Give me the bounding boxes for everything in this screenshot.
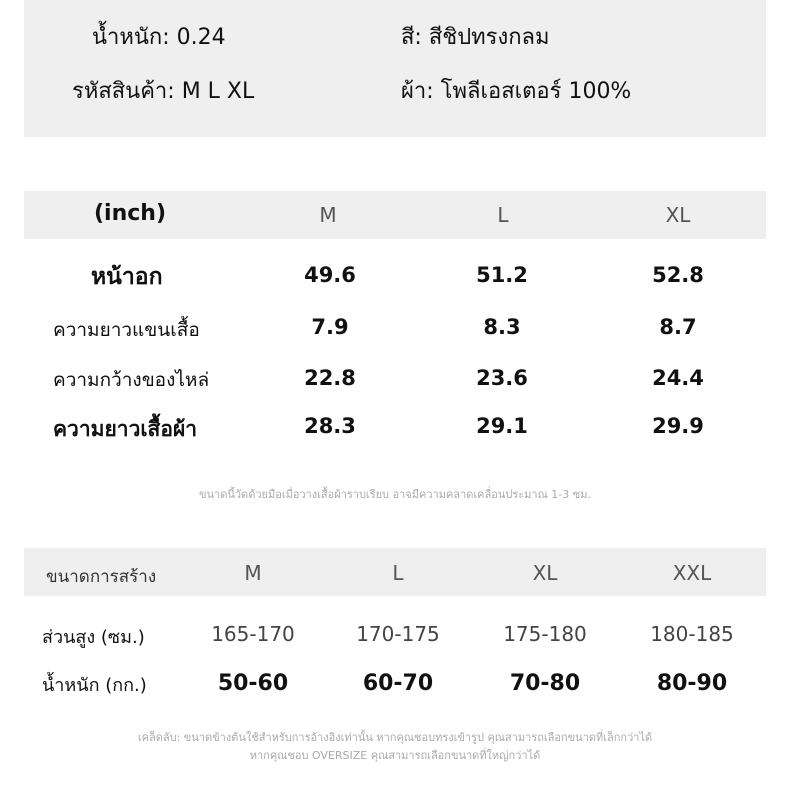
table-cell: 175-180 [503,622,587,646]
table-cell: 29.9 [652,414,704,438]
build-col-xl: XL [532,561,558,585]
table-cell: 165-170 [211,622,295,646]
build-col-l: L [392,561,404,585]
build-col-m: M [244,561,262,585]
size-table-unit: (inch) [93,201,166,226]
table-cell: 170-175 [356,622,440,646]
color-info [401,19,550,54]
row-label-weight: น้ำหนัก (กก.) [42,675,147,696]
table-cell: 51.2 [476,263,528,287]
row-label-garment-length: ความยาวเสื้อผ้า [53,417,198,441]
weight-label: น้ำหนัก: [92,25,170,50]
table-cell: 60-70 [362,671,434,696]
size-col-xl: XL [665,203,691,227]
table-cell: 49.6 [304,263,356,287]
build-col-xxl: XXL [672,561,712,585]
color-label: สี: [401,25,422,50]
fabric-value: โพลีเอสเตอร์ 100% [440,79,632,104]
table-cell: 7.9 [311,315,349,339]
row-label-chest: หน้าอก [91,264,163,290]
size-col-m: M [319,203,337,227]
table-cell: 70-80 [509,671,581,696]
table-cell: 8.7 [659,315,697,339]
product-code-info [72,73,254,108]
fabric-info [401,73,631,108]
table-cell: 52.8 [652,263,704,287]
fabric-label: ผ้า: [401,79,434,104]
table-cell: 28.3 [304,414,356,438]
row-label-sleeve-length: ความยาวแขนเสื้อ [53,319,200,341]
product-code-value: M L XL [181,79,255,104]
table-cell: 23.6 [476,366,528,390]
row-label-shoulder-width: ความกว้างของไหล่ [53,369,210,391]
product-code-label: รหัสสินค้า: [72,79,175,104]
table-cell: 29.1 [476,414,528,438]
color-value: สีชิปทรงกลม [428,25,550,50]
table-cell: 50-60 [217,671,289,696]
weight-value: 0.24 [176,25,226,50]
build-header-label: ขนาดการสร้าง [46,567,157,587]
table-cell: 24.4 [652,366,704,390]
table-cell: 180-185 [650,622,734,646]
measurement-note: ขนาดนี้วัดด้วยมือเมื่อวางเสื้อผ้าราบเรียบ อาจมีความคลาดเคลื่อนประมาณ 1-3 ซม. [199,488,591,501]
weight-info [92,19,226,54]
row-label-height: ส่วนสูง (ซม.) [42,627,145,648]
table-cell: 22.8 [304,366,356,390]
size-col-l: L [497,203,509,227]
tip-note-line-1: เคล็ดลับ: ขนาดข้างต้นใช้สำหรับการอ้างอิงเท่านั้น หากคุณชอบทรงเข้ารูป คุณสามารถเลือกขนาดที่เล็กกว่าได้ [137,731,653,744]
table-cell: 8.3 [483,315,521,339]
tip-note-line-2: หากคุณชอบ OVERSIZE คุณสามารถเลือกขนาดที่ใหญ่กว่าได้ [249,749,541,762]
table-cell: 80-90 [656,671,728,696]
